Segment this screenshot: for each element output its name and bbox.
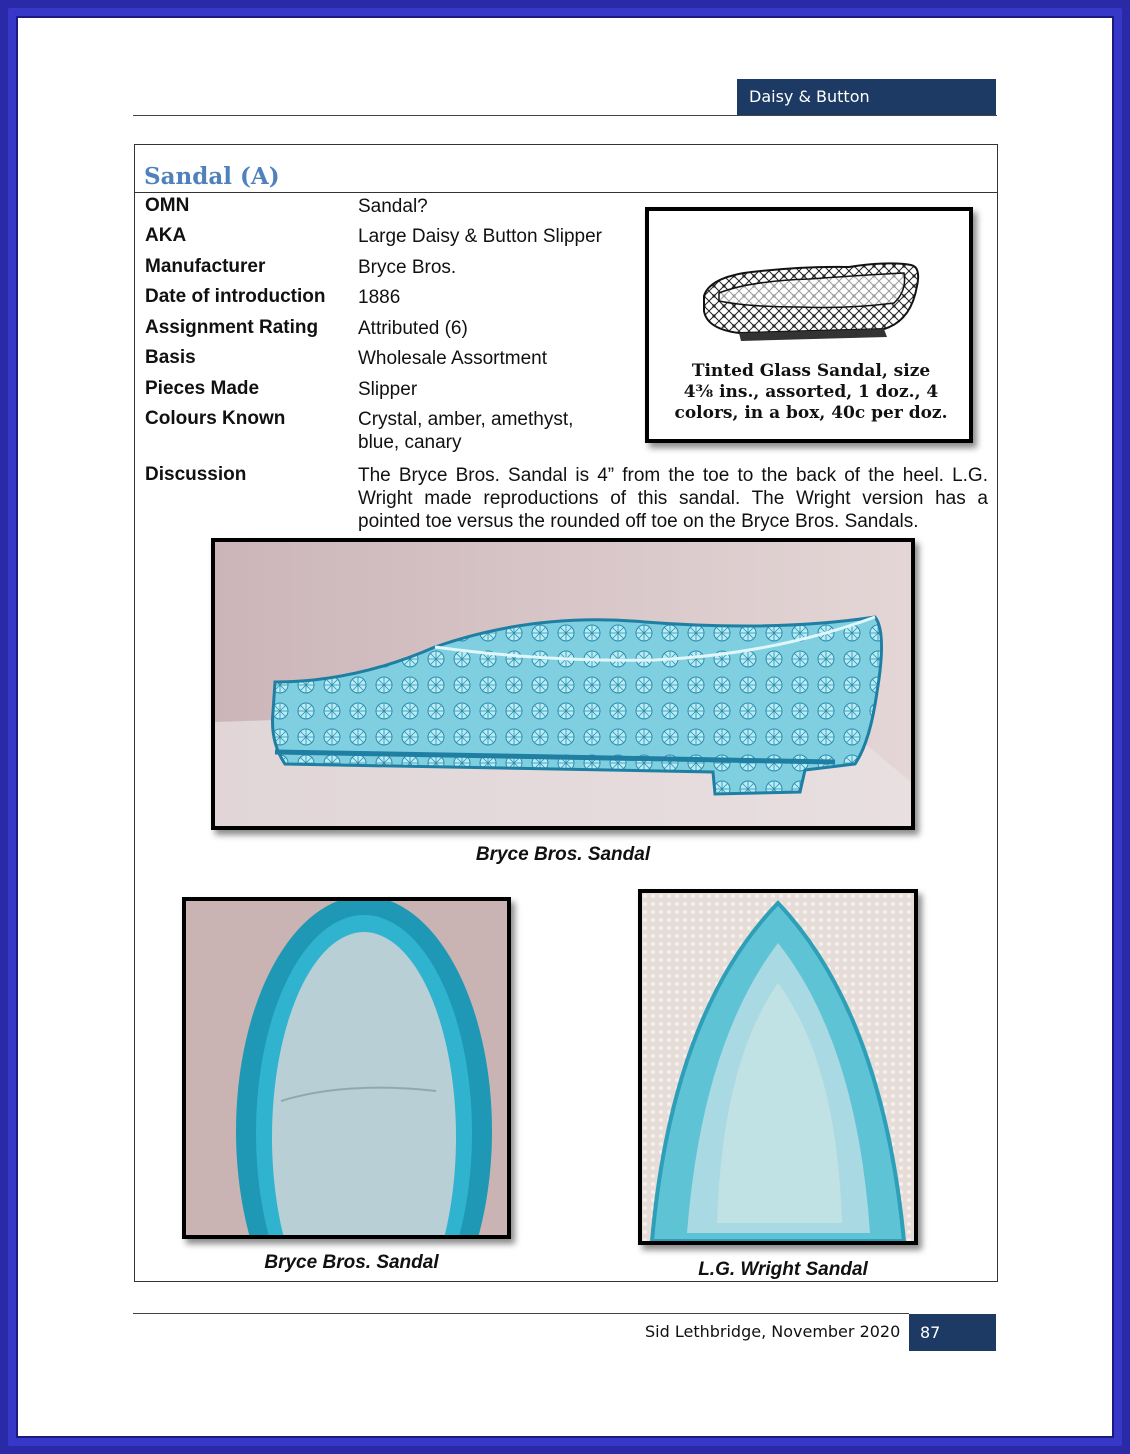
field-value-manufacturer: Bryce Bros. — [358, 257, 457, 278]
field-label-aka: AKA — [145, 225, 187, 246]
field-label-manufacturer: Manufacturer — [145, 256, 266, 277]
field-label-basis: Basis — [145, 347, 196, 368]
field-value-colours — [358, 408, 573, 454]
field-label-rating: Assignment Rating — [145, 317, 319, 338]
field-label-colours: Colours Known — [145, 408, 286, 429]
bryce-sandal-top-photo — [182, 897, 511, 1239]
sandal-engraving-illustration — [649, 211, 969, 361]
field-value-aka: Large Daisy & Button Slipper — [358, 226, 602, 247]
catalogue-ad — [645, 207, 973, 443]
header-section-name: Daisy & Button — [749, 87, 870, 106]
field-value-omn: Sandal? — [358, 196, 428, 217]
field-value-date: 1886 — [358, 287, 401, 308]
right-photo-caption: L.G. Wright Sandal — [698, 1259, 868, 1280]
ad-caption — [661, 361, 961, 424]
title-rule — [135, 192, 997, 193]
field-value-rating: Attributed (6) — [358, 318, 468, 339]
colours-line-2: blue, canary — [358, 432, 462, 453]
sandal-side-image — [215, 542, 911, 826]
header-section-tab — [737, 79, 996, 115]
page-number: 87 — [920, 1323, 941, 1342]
colours-line-1: Crystal, amber, amethyst, — [358, 409, 574, 430]
header-rule — [133, 115, 997, 116]
field-value-pieces: Slipper — [358, 379, 418, 400]
bryce-sandal-top-image — [186, 901, 507, 1235]
discussion-text: The Bryce Bros. Sandal is 4” from the toe to the back of the heel. L.G. Wright made reproductions of this sandal. The Wright version has a pointed toe versus the rounded off toe on the Bryce Bros. Sandals. — [358, 465, 988, 532]
footer-author: Sid Lethbridge, November 2020 — [645, 1322, 901, 1341]
ad-line-2: 4⅜ ins., assorted, 1 doz., 4 — [683, 382, 939, 402]
left-photo-caption: Bryce Bros. Sandal — [264, 1252, 439, 1273]
entry-title: Sandal (A) — [144, 163, 280, 190]
ad-line-3: colors, in a box, 40c per doz. — [674, 403, 948, 423]
field-label-date: Date of introduction — [145, 286, 326, 307]
ad-line-1: Tinted Glass Sandal, size — [691, 361, 931, 381]
main-photo-caption: Bryce Bros. Sandal — [475, 844, 651, 865]
page-number-box — [909, 1314, 996, 1351]
field-label-pieces: Pieces Made — [145, 378, 260, 399]
field-label-omn: OMN — [145, 195, 190, 216]
wright-sandal-top-photo — [638, 889, 918, 1245]
footer-rule — [133, 1313, 909, 1314]
wright-sandal-top-image — [642, 893, 914, 1241]
sandal-side-photo — [211, 538, 915, 830]
field-label-discussion: Discussion — [145, 464, 247, 485]
field-value-basis: Wholesale Assortment — [358, 348, 548, 369]
